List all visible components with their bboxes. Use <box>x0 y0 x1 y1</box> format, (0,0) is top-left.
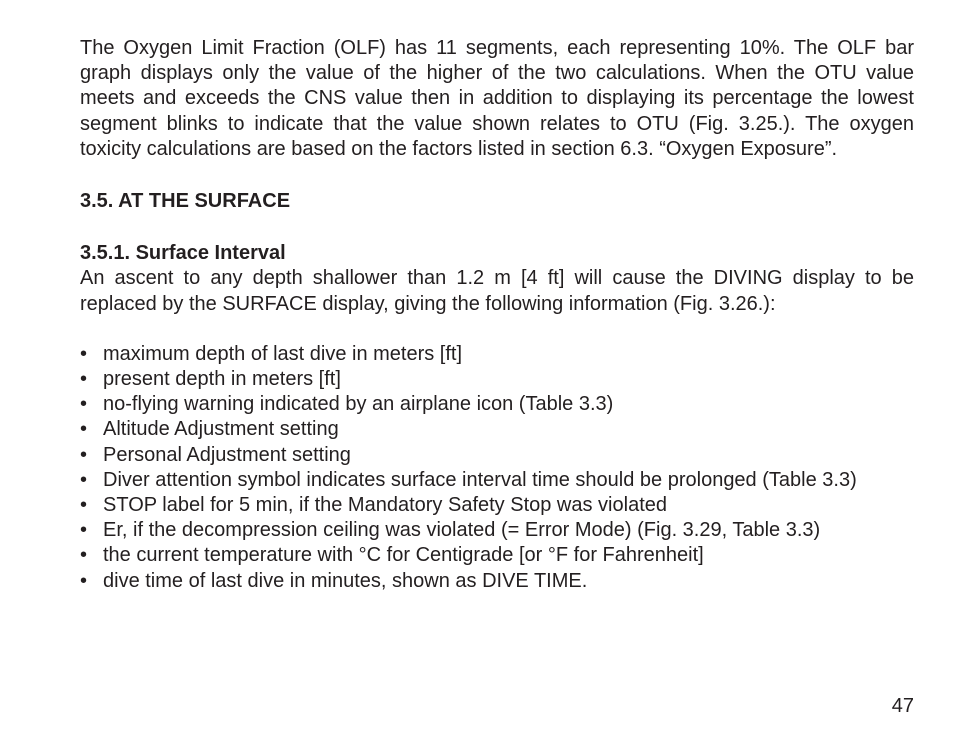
list-item-text: present depth in meters [ft] <box>103 368 341 391</box>
list-item <box>80 468 914 493</box>
list-item-text: Diver attention symbol indicates surface interval time should be prolonged (Table 3.3) <box>103 468 857 491</box>
list-item <box>80 569 914 594</box>
surface-paragraph: An ascent to any depth shallower than 1.2 m [4 ft] will cause the DIVING display to be replaced by the SURFACE display, giving the following information (Fig. 3.26.): <box>80 267 914 315</box>
list-item-text: Altitude Adjustment setting <box>103 418 339 441</box>
list-item <box>80 493 914 518</box>
list-item <box>80 342 914 367</box>
intro-paragraph: The Oxygen Limit Fraction (OLF) has 11 segments, each representing 10%. The OLF bar graph displays only the value of the higher of the two calculations. When the OTU value meets and exceeds the CNS value then in addition to displaying its percentage the lowest segment blinks to indicate that the value shown relates to OTU (Fig. 3.25.). The oxygen toxicity calculations are based on the factors listed in section 6.3. “Oxygen Exposure”. <box>80 37 914 160</box>
document-page <box>80 36 914 594</box>
list-item-text: maximum depth of last dive in meters [ft] <box>103 342 463 365</box>
list-item-text: dive time of last dive in minutes, shown as DIVE TIME. <box>103 569 588 592</box>
list-item-text: Personal Adjustment setting <box>103 443 351 466</box>
list-item <box>80 543 914 568</box>
section-heading: 3.5. AT THE SURFACE <box>80 190 291 213</box>
bullet-marker: • <box>80 468 88 491</box>
list-item <box>80 417 914 442</box>
bullet-list <box>80 342 914 594</box>
bullet-marker: • <box>80 368 88 391</box>
list-item-text: Er, if the decompression ceiling was violated (= Error Mode) (Fig. 3.29, Table 3.3) <box>103 519 821 542</box>
list-item-text: the current temperature with °C for Centigrade [or °F for Fahrenheit] <box>103 544 704 567</box>
list-item-text: STOP label for 5 min, if the Mandatory Safety Stop was violated <box>103 494 667 517</box>
list-item <box>80 367 914 392</box>
bullet-marker: • <box>80 393 88 416</box>
bullet-marker: • <box>80 544 88 567</box>
bullet-marker: • <box>80 519 88 542</box>
list-item <box>80 443 914 468</box>
bullet-marker: • <box>80 494 88 517</box>
page-number: 47 <box>891 695 914 717</box>
bullet-marker: • <box>80 569 88 592</box>
list-item <box>80 518 914 543</box>
list-item <box>80 392 914 417</box>
subsection-heading: 3.5.1. Surface Interval <box>80 242 286 265</box>
bullet-marker: • <box>80 342 88 365</box>
bullet-marker: • <box>80 418 88 441</box>
bullet-marker: • <box>80 443 88 466</box>
list-item-text: no-flying warning indicated by an airplane icon (Table 3.3) <box>103 393 614 416</box>
